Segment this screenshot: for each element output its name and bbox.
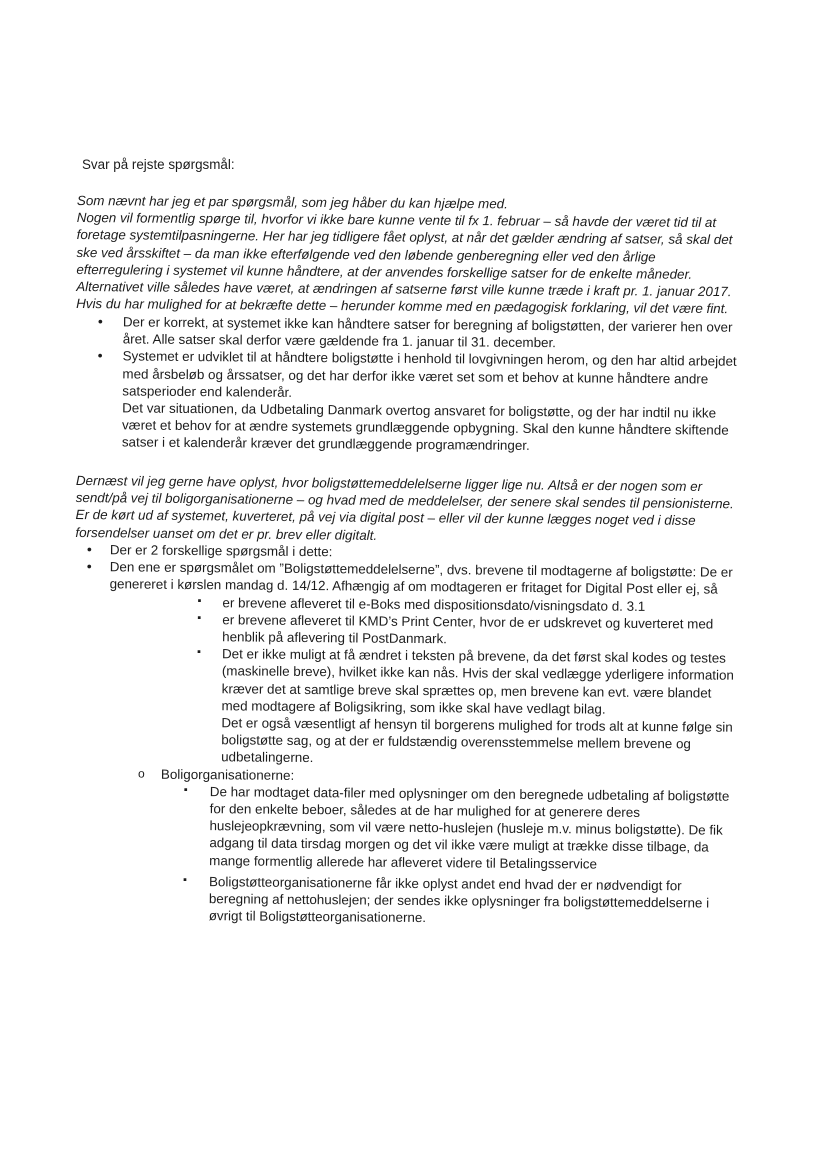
document-heading: Svar på rejste spørgsmål: [82,157,235,172]
org-list [73,782,736,929]
answer-1-point-1: Der er korrekt, at systemet ikke kan håndtere satser for beregning af boligstøtten, der varierer hen over året. Alle satser skal derfor være gældende fra 1. januar til 31. december. [122,314,733,351]
list-item [73,872,735,929]
question-1 [76,192,738,318]
letters-item-3: Det er ikke muligt at få ændret i teksten på brevene, da det først skal kodes og testes (maskinelle breve), hvilket ikke kan nås. Hvis der skal vedlægge yderligere information kræver det at samtlige breve skal sprættes op, men brevene kan evt. være blandet med modtagere af Boligsikring, som ikke skal have vedlagt bilag. [221,646,734,717]
answer-1 [75,313,738,456]
letters-continuation: Det er også væsentligt af hensyn til borgerens mulighed for trods alt at kunne følge sin boligstøtte sag, og at der er fuldstændig overensstemmelse mellem brevene og udbetalingerne. [221,715,733,766]
letters-item-1: er brevene afleveret til e-Boks med dispositionsdato/visningsdato d. 3.1 [222,594,646,614]
answer-1-continuation: Det var situationen, da Udbetaling Danmark overtog ansvaret for boligstøtte, og der har indtil nu ikke været et behov for at ændre systemets grundlæggende opbygning. Skal den kunne håndtere skiftende satser i et kalenderår kræver det grundlæggende programændringer. [121,400,729,454]
letters-item-2: er brevene afleveret til KMD’s Print Center, hvor de er udskrevet og kuverteret med henblik på aflevering til PostDanmark. [222,612,714,647]
answer-2 [73,541,738,929]
list-item [73,782,736,874]
question-1-body: Nogen vil formentlig spørge til, hvorfor vi ikke bare kunne vente til fx 1. februar – så havde der været tid til at foretage systemtilpasningerne. Her har jeg tidligere fået oplyst, at når det gælder ændring af satser, så skal det ske ved årsskiftet – da man ikke efterfølgende ved den løbende genberegning eller ved den årlige efterregulering i systemet vil kunne håndtere, at der anvendes forskellige satser for de enkelte måneder. Alternativet ville således have været, at ændringen af satserne først ville kunne træde i kraft pr. 1. januar 2017. Hvis du har mulighed for at bekræfte dette – herunder komme med en pædagogisk forklaring, vil det være fint. [76,210,733,317]
answer-2-point-2: Den ene er spørgsmålet om ”Boligstøttemeddelelserne”, dvs. brevene til modtagerne af boligstøtte: De er genereret i kørslen mandag d. 14/12. Afhængig af om modtageren er fritaget for Digital Post eller ej, så [109,559,733,598]
list-item [75,610,737,650]
list-item [76,313,738,353]
answer-2-point-1: Der er 2 forskellige spørgsmål i dette: [109,542,333,560]
org-item-2: Boligstøtteorganisationerne får ikke oplyst andet end hvad der er nødvendigt for beregning af nettohuslejen; der sendes ikke oplysninger fra boligstøttemeddelserne i øvrigt til Boligstøtteorganisationerne. [208,874,710,926]
question-2: Dernæst vil jeg gerne have oplyst, hvor boligstøttemeddelelserne ligger lige nu. Altså er der nogen som er sendt/på vej til boligorganisationerne – og hvad med de meddelelser, der senere skal sendes til pensionisterne. Er de kørt ud af systemet, kuverteret, på vej via digital post – eller vil der kunne lægges noget ved i disse forsendelser uanset om det er pr. brev eller digitalt. [75,473,734,543]
letters-list [74,593,737,771]
list-item [75,347,738,456]
list-item [76,558,738,598]
org-item-1: De har modtaget data-filer med oplysninger om den beregnede udbetaling af boligstøtte for den enkelte beboer, således at de har mulighed for at generere deres huslejeopkrævning, som vil være netto-huslejen (husleje m.v. minus boligstøtte). De fik adgang til data tirsdag morgen og det vil ikke være muligt at trække disse tilbage, da mange formentlig allerede har afleveret videre til Betalingsservice [209,784,730,872]
list-item [74,644,737,770]
org-heading: Boligorganisationerne: [160,766,295,783]
question-1-intro: Som nævnt har jeg et par spørgsmål, som jeg håber du kan hjælpe med. [76,193,508,212]
answer-1-point-2: Systemet er udviklet til at håndtere boligstøtte i henhold til lovgivningen herom, og den har altid arbejdet med årsbeløb og årssatser, og det har derfor ikke været set som et behov at kunne håndtere andre satsperioder end kalenderår. [122,348,737,400]
